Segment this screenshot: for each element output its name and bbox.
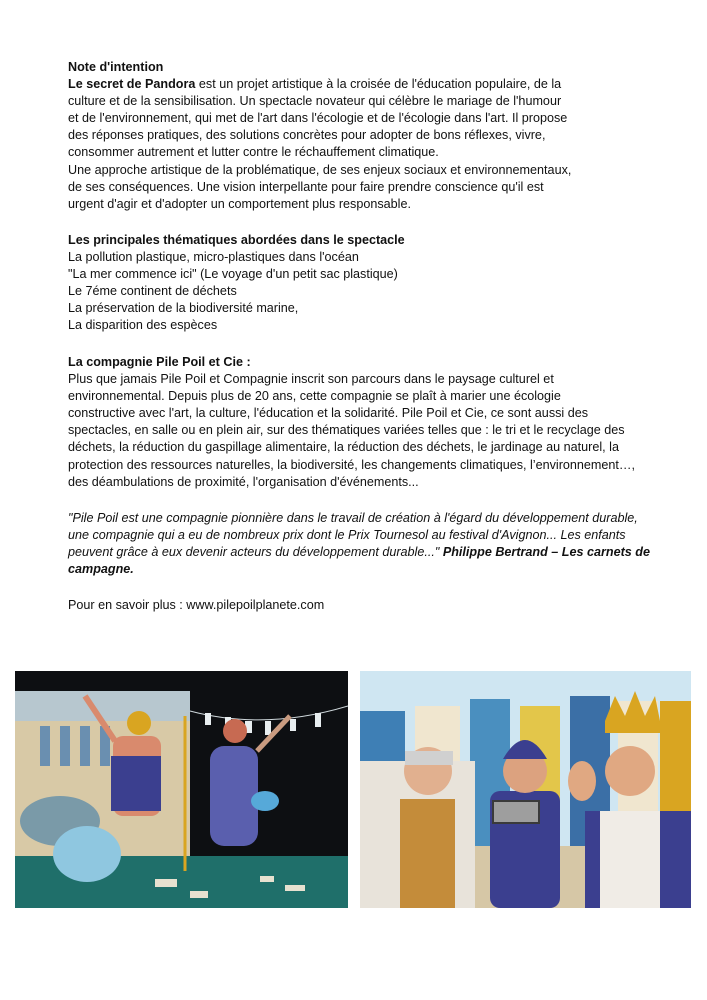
intention-line: de ses conséquences. Une vision interpellante pour faire prendre conscience qu'il est [68, 179, 544, 194]
intention-heading: Note d'intention [68, 60, 164, 74]
intention-line: et de l'environnement, qui met de l'art dans l'écologie et de l'écologie dans l'art. Il propose [68, 111, 568, 126]
actors-scene-illustration [360, 671, 691, 908]
company-line: constructive avec l'art, la culture, l'éducation et la solidarité. Pile Poil et Cie, ce sont aussi des [68, 406, 589, 421]
theme-item: La pollution plastique, micro-plastiques dans l'océan [68, 250, 359, 265]
company-line: spectacles, en salle ou en plein air, sur des thématiques variées telles que : le tri et le recyclage des [68, 423, 625, 438]
theme-item: La préservation de la biodiversité marine, [68, 301, 299, 316]
company-line: environnemental. Depuis plus de 20 ans, cette compagnie se plaît à marier une écologie [68, 389, 561, 404]
themes-heading: Les principales thématiques abordées dans le spectacle [68, 233, 405, 247]
theme-item: Le 7éme continent de déchets [68, 284, 237, 299]
quote-source: campagne. [68, 562, 134, 577]
intention-line: consommer autrement et lutter contre le réchauffement climatique. [68, 145, 439, 160]
intention-section [68, 59, 668, 213]
website-line[interactable]: Pour en savoir plus : www.pilepoilplanete.com [68, 598, 325, 612]
quote-author: Philippe Bertrand – Les carnets de [442, 545, 651, 560]
themes-section [68, 232, 668, 335]
intention-line: urgent d'agir et d'adopter un comportement plus responsable. [68, 196, 411, 211]
stage-scene-illustration [15, 671, 348, 908]
quote-line: une compagnie qui a eu de nombreux prix dont le Prix Tournesol au festival d'Avignon... Les enfants [68, 528, 626, 543]
quote-line: "Pile Poil est une compagnie pionnière dans le travail de création à l'égard du développement durable, [68, 511, 638, 525]
company-section [68, 354, 668, 491]
stage-photo [15, 671, 348, 908]
intention-line-text: est un projet artistique à la croisée de l'éducation populaire, de la [195, 77, 562, 92]
theme-item: "La mer commence ici" (Le voyage d'un petit sac plastique) [68, 267, 398, 282]
press-quote [68, 510, 668, 578]
intention-line: Une approche artistique de la problématique, de ses enjeux sociaux et environnementaux, [68, 162, 572, 177]
more-info [68, 597, 668, 614]
intention-line: culture et de la sensibilisation. Un spectacle novateur qui célèbre le mariage de l'humour [68, 94, 562, 109]
company-line: Plus que jamais Pile Poil et Compagnie inscrit son parcours dans le paysage culturel et [68, 372, 554, 387]
company-line: protection des ressources naturelles, la biodiversité, les changements climatiques, l’environnement…, [68, 457, 636, 472]
quote-text: peuvent grâce à eux devenir acteurs du développement durable..." [68, 545, 443, 560]
company-line: des déambulations de proximité, l'organisation d'événements... [68, 474, 419, 489]
show-title: Le secret de Pandora [68, 77, 196, 92]
intention-line: des réponses pratiques, des solutions concrètes pour adopter de bons réflexes, vivre, [68, 128, 546, 143]
actors-photo [360, 671, 691, 908]
quote-line [68, 544, 668, 561]
theme-item: La disparition des espèces [68, 318, 218, 333]
company-heading: La compagnie Pile Poil et Cie : [68, 355, 251, 369]
company-line: déchets, la réduction du gaspillage alimentaire, la réduction des déchets, le jardinage au naturel, la [68, 440, 619, 455]
intention-line [68, 76, 668, 93]
